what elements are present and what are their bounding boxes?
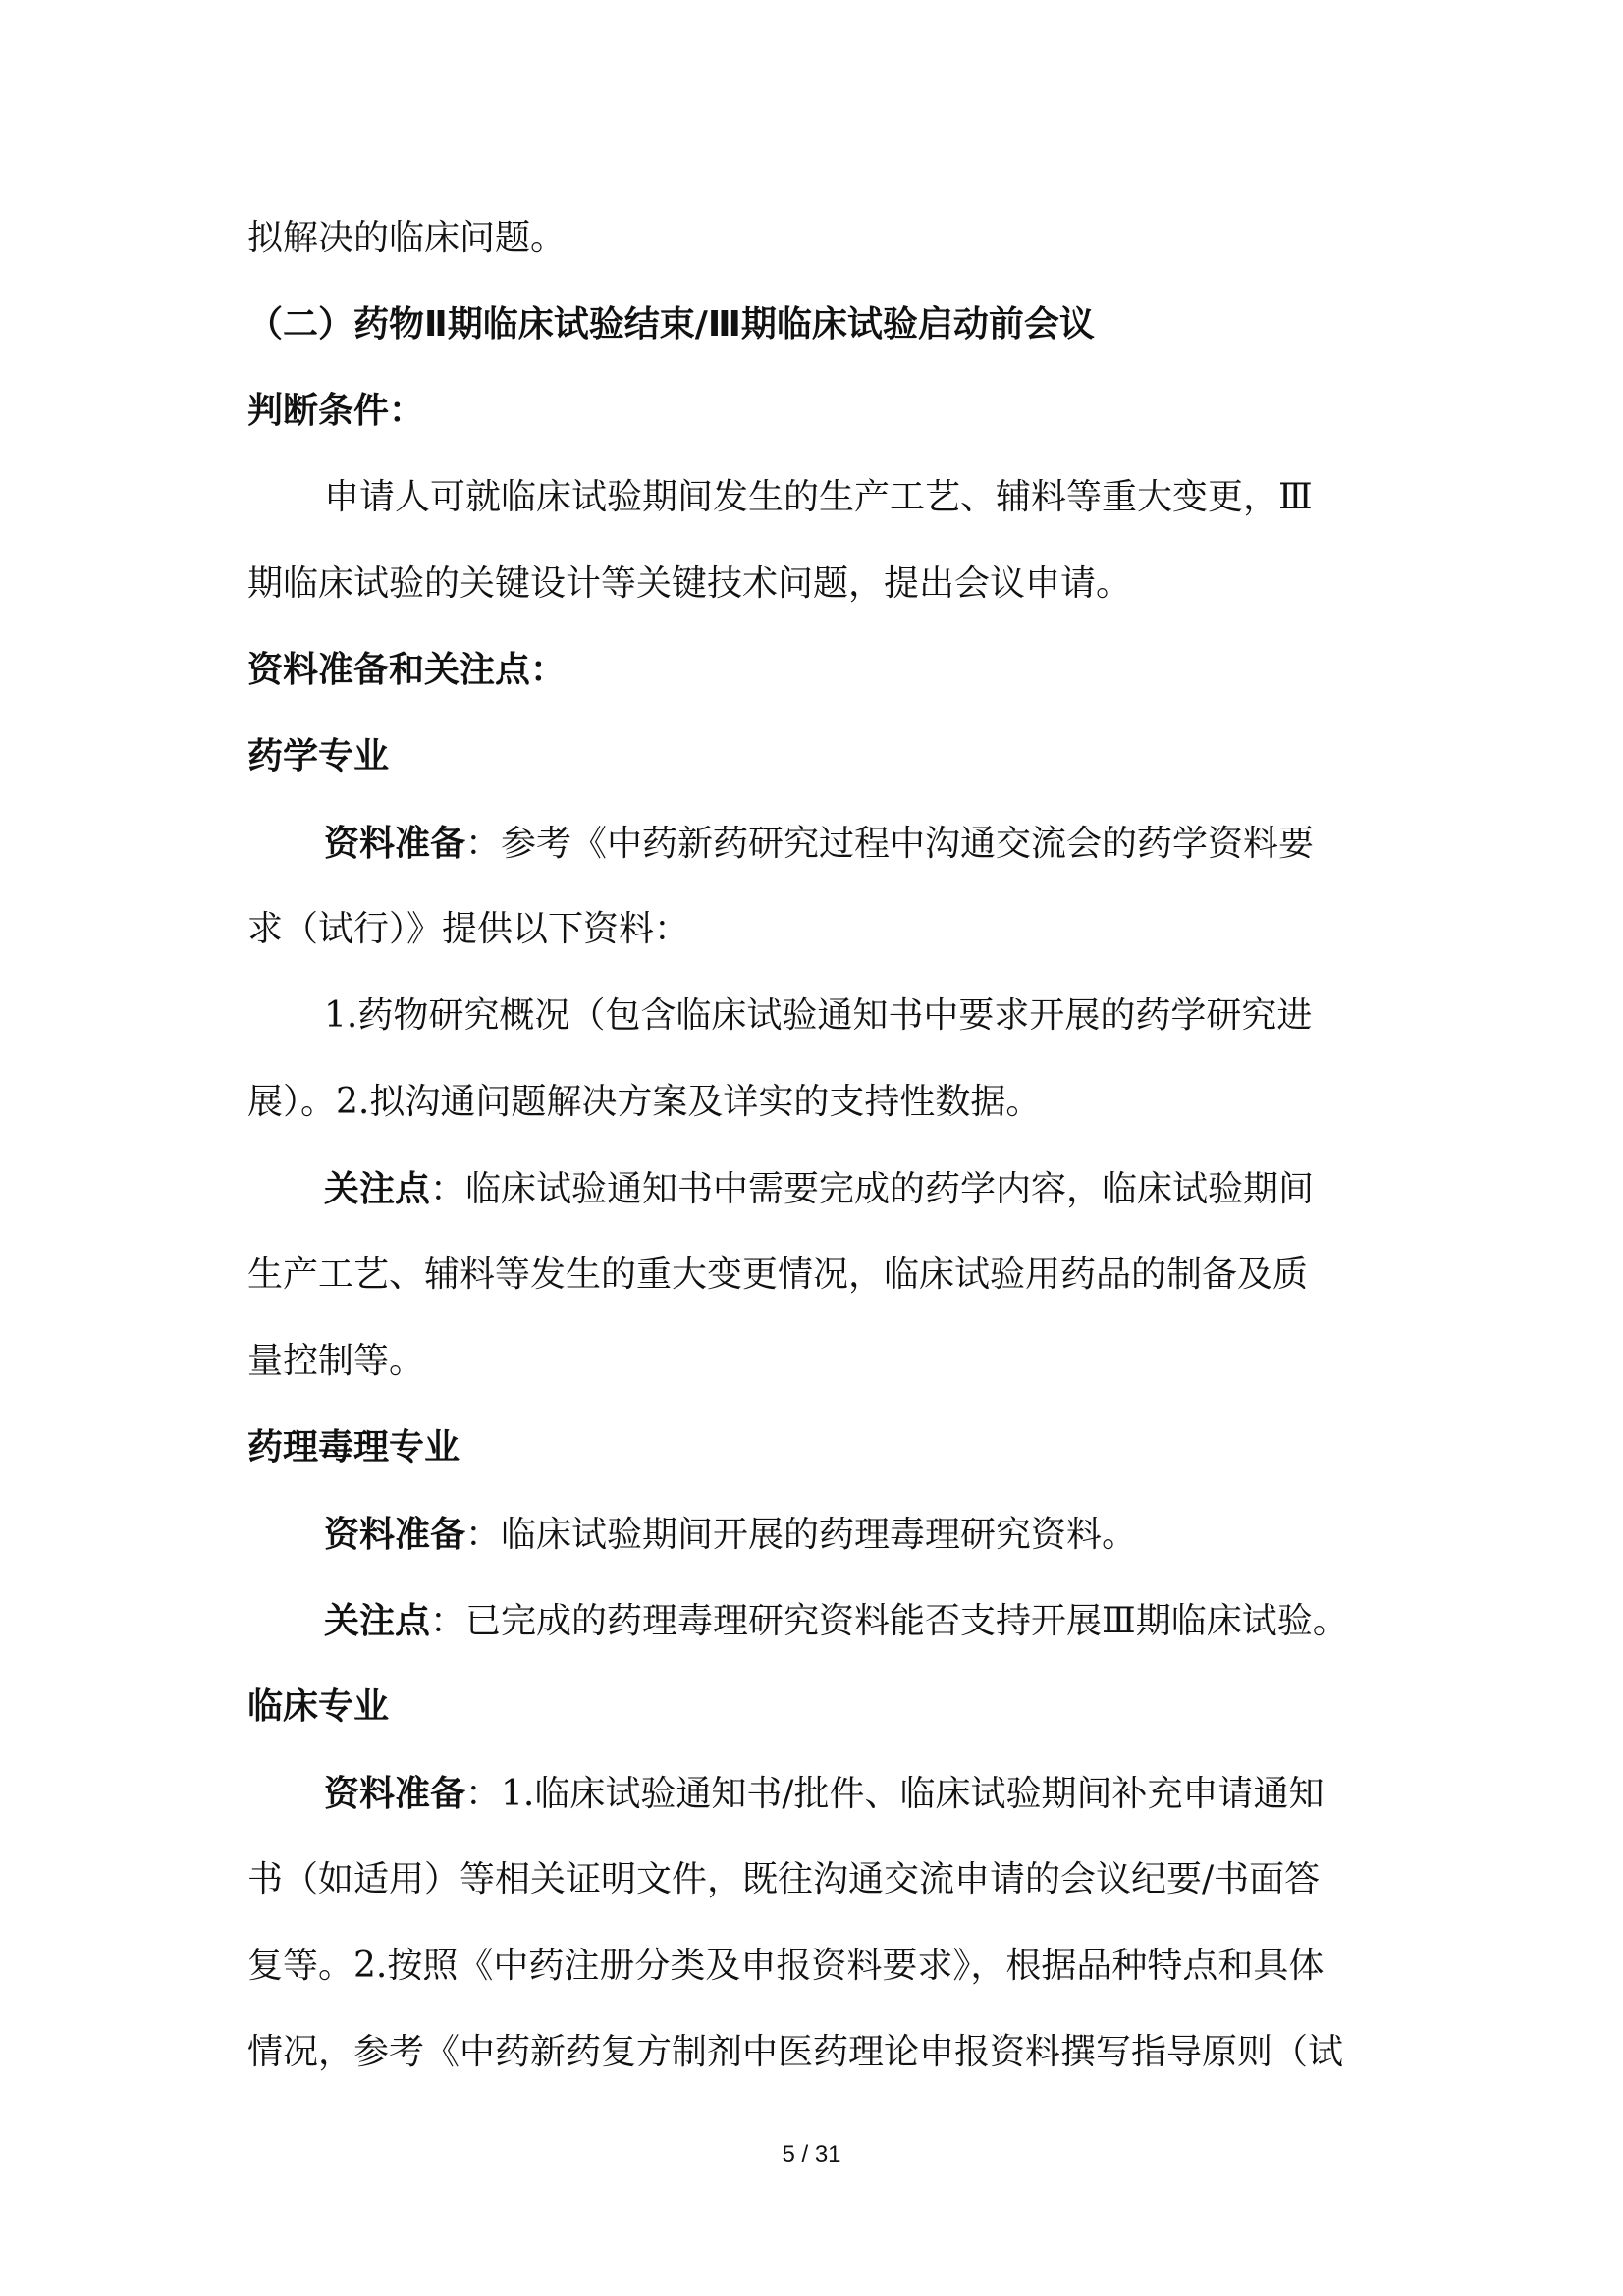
paragraph-line xyxy=(324,822,1314,866)
paragraph-line: 展）。2.拟沟通问题解决方案及详实的支持性数据。 xyxy=(247,1082,1042,1122)
paragraph-line: 求（试行）》提供以下资料： xyxy=(247,909,690,949)
section-heading: （二）药物Ⅱ期临床试验结束/Ⅲ期临床试验启动前会议 xyxy=(247,304,1095,345)
paragraph-line xyxy=(324,1513,1137,1557)
text: ：临床试验通知书中需要完成的药学内容，临床试验期间 xyxy=(430,1169,1315,1209)
paragraph-line xyxy=(324,1599,1348,1643)
page-number: 5 / 31 xyxy=(782,2141,841,2167)
label-materials: 资料准备 xyxy=(324,1773,466,1814)
subheading-materials: 资料准备和关注点： xyxy=(247,650,567,690)
paragraph-line xyxy=(324,1772,1325,1816)
paragraph-line: 情况，参考《中药新药复方制剂中医药理论申报资料撰写指导原则（试 xyxy=(247,2032,1344,2072)
text: ：临床试验期间开展的药理毒理研究资料。 xyxy=(465,1515,1138,1555)
subheading-criteria: 判断条件： xyxy=(247,391,425,431)
label-materials: 资料准备 xyxy=(324,823,466,864)
text: ：1.临床试验通知书/批件、临床试验期间补充申请通知 xyxy=(465,1774,1325,1814)
text: ：参考《中药新药研究过程中沟通交流会的药学资料要 xyxy=(465,824,1315,864)
paragraph-line: 拟解决的临床问题。 xyxy=(247,218,567,258)
paragraph-line: 申请人可就临床试验期间发生的生产工艺、辅料等重大变更，Ⅲ xyxy=(324,477,1313,517)
label-focus: 关注点 xyxy=(324,1600,431,1641)
label-materials: 资料准备 xyxy=(324,1514,466,1555)
paragraph-line: 复等。2.按照《中药注册分类及申报资料要求》，根据品种特点和具体 xyxy=(247,1946,1325,1986)
subheading-pharmacy: 药学专业 xyxy=(247,736,390,776)
paragraph-line: 1.药物研究概况（包含临床试验通知书中要求开展的药学研究进 xyxy=(324,995,1313,1036)
subheading-clinical: 临床专业 xyxy=(247,1686,390,1727)
paragraph-line xyxy=(324,1167,1314,1211)
paragraph-line: 量控制等。 xyxy=(247,1341,425,1381)
label-focus: 关注点 xyxy=(324,1168,431,1209)
paragraph-line: 书（如适用）等相关证明文件，既往沟通交流申请的会议纪要/书面答 xyxy=(247,1859,1321,1899)
paragraph-line: 期临床试验的关键设计等关键技术问题，提出会议申请。 xyxy=(247,563,1132,604)
text: ：已完成的药理毒理研究资料能否支持开展Ⅲ期临床试验。 xyxy=(430,1601,1348,1641)
paragraph-line: 生产工艺、辅料等发生的重大变更情况，临床试验用药品的制备及质 xyxy=(247,1255,1309,1295)
subheading-pharmacology: 药理毒理专业 xyxy=(247,1427,460,1468)
